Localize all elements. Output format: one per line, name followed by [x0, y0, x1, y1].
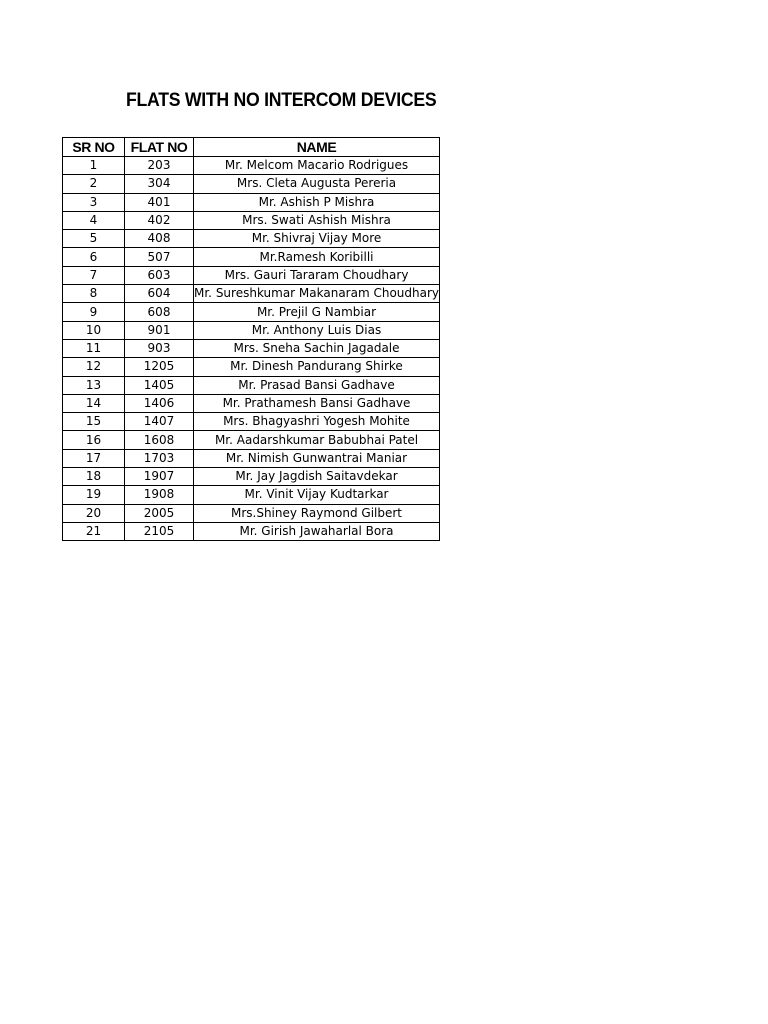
table-row: [63, 321, 440, 339]
cell-sr-no: 9: [63, 303, 125, 321]
cell-name: Mr. Melcom Macario Rodrigues: [194, 157, 440, 175]
table-row: [63, 266, 440, 284]
cell-name: Mr. Anthony Luis Dias: [194, 321, 440, 339]
cell-name: Mr.Ramesh Koribilli: [194, 248, 440, 266]
cell-flat-no: 1407: [125, 413, 194, 431]
cell-sr-no: 1: [63, 157, 125, 175]
cell-name: Mr. Prathamesh Bansi Gadhave: [194, 394, 440, 412]
cell-flat-no: 903: [125, 339, 194, 357]
cell-sr-no: 4: [63, 211, 125, 229]
table-body: [63, 157, 440, 541]
header-name: NAME: [194, 138, 440, 157]
table-row: [63, 211, 440, 229]
table-row: [63, 193, 440, 211]
table-row: [63, 468, 440, 486]
table-row: [63, 394, 440, 412]
cell-name: Mr. Nimish Gunwantrai Maniar: [194, 449, 440, 467]
cell-flat-no: 1907: [125, 468, 194, 486]
cell-flat-no: 402: [125, 211, 194, 229]
table-row: [63, 413, 440, 431]
cell-flat-no: 1406: [125, 394, 194, 412]
cell-flat-no: 603: [125, 266, 194, 284]
cell-sr-no: 5: [63, 230, 125, 248]
cell-sr-no: 2: [63, 175, 125, 193]
cell-flat-no: 1608: [125, 431, 194, 449]
cell-flat-no: 604: [125, 285, 194, 303]
cell-flat-no: 1908: [125, 486, 194, 504]
cell-name: Mr. Sureshkumar Makanaram Choudhary: [194, 285, 440, 303]
cell-name: Mr. Prasad Bansi Gadhave: [194, 376, 440, 394]
cell-sr-no: 12: [63, 358, 125, 376]
table-row: [63, 157, 440, 175]
table-row: [63, 303, 440, 321]
cell-sr-no: 18: [63, 468, 125, 486]
table-row: [63, 248, 440, 266]
table-row: [63, 376, 440, 394]
table-row: [63, 486, 440, 504]
table-row: [63, 358, 440, 376]
cell-name: Mrs. Sneha Sachin Jagadale: [194, 339, 440, 357]
cell-flat-no: 2005: [125, 504, 194, 522]
table-row: [63, 175, 440, 193]
cell-flat-no: 1405: [125, 376, 194, 394]
cell-flat-no: 1205: [125, 358, 194, 376]
cell-name: Mr. Girish Jawaharlal Bora: [194, 522, 440, 540]
cell-flat-no: 2105: [125, 522, 194, 540]
cell-sr-no: 16: [63, 431, 125, 449]
cell-flat-no: 304: [125, 175, 194, 193]
cell-name: Mr. Ashish P Mishra: [194, 193, 440, 211]
cell-name: Mr. Aadarshkumar Babubhai Patel: [194, 431, 440, 449]
cell-sr-no: 14: [63, 394, 125, 412]
cell-name: Mrs.Shiney Raymond Gilbert: [194, 504, 440, 522]
cell-flat-no: 608: [125, 303, 194, 321]
cell-name: Mrs. Swati Ashish Mishra: [194, 211, 440, 229]
header-sr-no: SR NO: [63, 138, 125, 157]
cell-sr-no: 7: [63, 266, 125, 284]
cell-flat-no: 901: [125, 321, 194, 339]
table-row: [63, 449, 440, 467]
cell-name: Mr. Vinit Vijay Kudtarkar: [194, 486, 440, 504]
cell-sr-no: 21: [63, 522, 125, 540]
table-row: [63, 339, 440, 357]
table-row: [63, 431, 440, 449]
cell-sr-no: 11: [63, 339, 125, 357]
cell-sr-no: 19: [63, 486, 125, 504]
cell-flat-no: 408: [125, 230, 194, 248]
cell-name: Mr. Dinesh Pandurang Shirke: [194, 358, 440, 376]
page-title: FLATS WITH NO INTERCOM DEVICES: [126, 90, 437, 111]
table-row: [63, 285, 440, 303]
cell-flat-no: 507: [125, 248, 194, 266]
cell-name: Mr. Prejil G Nambiar: [194, 303, 440, 321]
table-row: [63, 504, 440, 522]
cell-sr-no: 10: [63, 321, 125, 339]
cell-flat-no: 1703: [125, 449, 194, 467]
cell-sr-no: 3: [63, 193, 125, 211]
cell-sr-no: 15: [63, 413, 125, 431]
cell-flat-no: 401: [125, 193, 194, 211]
cell-sr-no: 20: [63, 504, 125, 522]
cell-name: Mrs. Gauri Tararam Choudhary: [194, 266, 440, 284]
cell-name: Mrs. Bhagyashri Yogesh Mohite: [194, 413, 440, 431]
cell-sr-no: 8: [63, 285, 125, 303]
table-row: [63, 230, 440, 248]
cell-name: Mr. Jay Jagdish Saitavdekar: [194, 468, 440, 486]
cell-sr-no: 6: [63, 248, 125, 266]
cell-sr-no: 13: [63, 376, 125, 394]
cell-flat-no: 203: [125, 157, 194, 175]
flats-table: [62, 137, 440, 541]
cell-name: Mr. Shivraj Vijay More: [194, 230, 440, 248]
table-header-row: [63, 138, 440, 157]
cell-sr-no: 17: [63, 449, 125, 467]
header-flat-no: FLAT NO: [125, 138, 194, 157]
cell-name: Mrs. Cleta Augusta Pereria: [194, 175, 440, 193]
table-row: [63, 522, 440, 540]
